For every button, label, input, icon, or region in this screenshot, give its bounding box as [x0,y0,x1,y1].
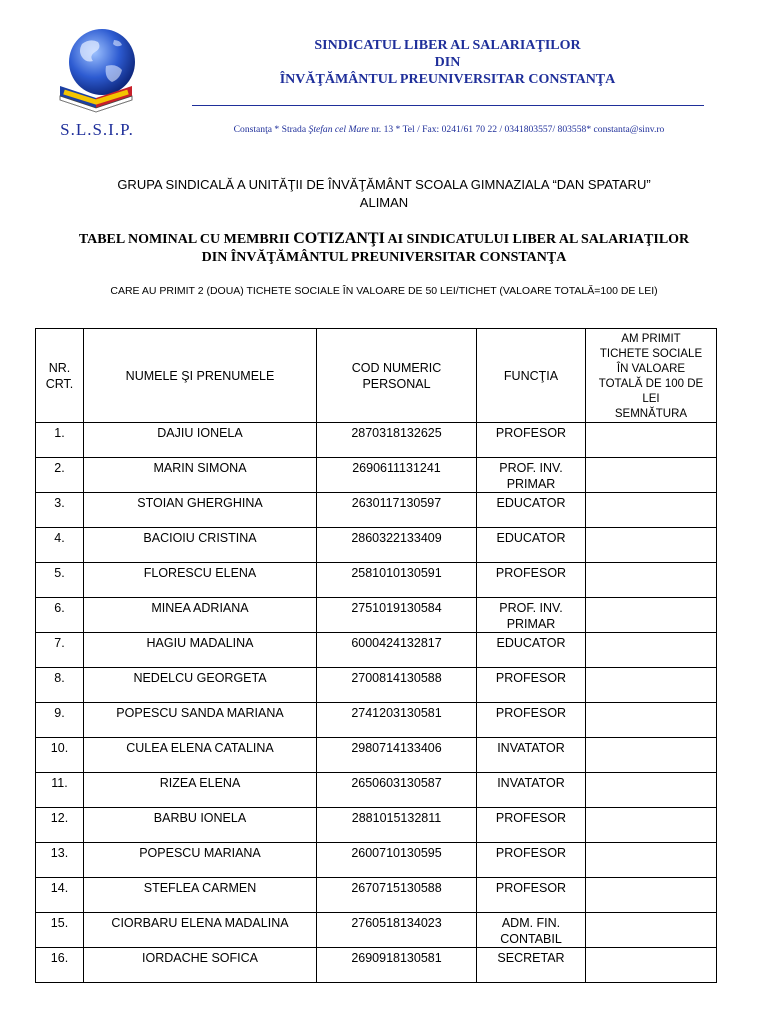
table-header-row [36,329,717,423]
cell-nr: 8. [36,668,84,703]
cell-function: PROF. INV. PRIMAR [477,598,586,633]
cell-name: HAGIU MADALINA [84,633,317,668]
cell-nr: 12. [36,808,84,843]
cell-signature [586,633,717,668]
cell-cnp: 2751019130584 [317,598,477,633]
contact-line [192,124,706,135]
table-row [36,598,717,633]
table-row [36,773,717,808]
title-emphasis: COTIZANŢI [293,230,385,247]
org-line-3: ÎNVĂŢĂMÂNTUL PREUNIVERSITAR CONSTANŢA [279,72,616,87]
group-line-2: ALIMAN [359,195,409,210]
cell-function: PROFESOR [477,668,586,703]
cell-name: CULEA ELENA CATALINA [84,738,317,773]
cell-nr: 6. [36,598,84,633]
cell-function: ADM. FIN. CONTABIL [477,913,586,948]
cell-name: STEFLEA CARMEN [84,878,317,913]
cell-name: CIORBARU ELENA MADALINA [84,913,317,948]
table-row [36,528,717,563]
cell-nr: 14. [36,878,84,913]
cell-cnp: 2881015132811 [317,808,477,843]
cell-cnp: 2650603130587 [317,773,477,808]
cell-nr: 4. [36,528,84,563]
table-row [36,633,717,668]
cell-signature [586,458,717,493]
cell-nr: 5. [36,563,84,598]
cell-cnp: 2670715130588 [317,878,477,913]
cell-nr: 3. [36,493,84,528]
table-row [36,948,717,983]
header-nr-line-2: CRT. [45,376,74,391]
org-line-1: SINDICATUL LIBER AL SALARIAŢILOR [314,38,581,53]
document-subtitle: CARE AU PRIMIT 2 (DOUA) TICHETE SOCIALE ÎN VALOARE DE 50 LEI/TICHET (VALOARE TOTALĂ=100 DE LEI) [110,285,658,297]
cell-nr: 2. [36,458,84,493]
cell-cnp: 2581010130591 [317,563,477,598]
table-row [36,458,717,493]
cell-signature [586,493,717,528]
cell-signature [586,703,717,738]
cell-name: NEDELCU GEORGETA [84,668,317,703]
cell-function: EDUCATOR [477,633,586,668]
cell-signature [586,598,717,633]
table-row [36,703,717,738]
table-row [36,738,717,773]
cell-function: PROFESOR [477,423,586,458]
cell-name: BARBU IONELA [84,808,317,843]
cell-cnp: 2690918130581 [317,948,477,983]
header-cnp [317,329,477,423]
cell-name: DAJIU IONELA [84,423,317,458]
cell-cnp: 2860322133409 [317,528,477,563]
cell-nr: 9. [36,703,84,738]
table-row [36,668,717,703]
cell-name: IORDACHE SOFICA [84,948,317,983]
header-sig-line-6: SEMNĂTURA [614,407,688,420]
cell-name: RIZEA ELENA [84,773,317,808]
table-row [36,913,717,948]
cell-function: PROFESOR [477,703,586,738]
title-line-1 [30,230,738,249]
cell-function: PROFESOR [477,843,586,878]
header-cnp-line-2: PERSONAL [362,376,431,391]
cell-signature [586,423,717,458]
cell-nr: 7. [36,633,84,668]
table-row [36,878,717,913]
cell-nr: 16. [36,948,84,983]
cell-function: INVATATOR [477,773,586,808]
header-sig-line-2: TICHETE SOCIALE [599,347,703,360]
header-signature [586,329,717,423]
contact-part-2: nr. 13 * Tel / Fax: 0241/61 70 22 / 0341803557/ 803558* constanta@sinv.ro [368,124,665,135]
cell-cnp: 2600710130595 [317,843,477,878]
title-part-1: TABEL NOMINAL CU MEMBRII [78,232,294,247]
cell-name: MARIN SIMONA [84,458,317,493]
cell-function: PROFESOR [477,878,586,913]
table-row [36,423,717,458]
cell-name: BACIOIU CRISTINA [84,528,317,563]
organization-name [190,37,705,88]
cell-function: INVATATOR [477,738,586,773]
cell-cnp: 2690611131241 [317,458,477,493]
cell-signature [586,563,717,598]
cell-nr: 15. [36,913,84,948]
cell-cnp: 6000424132817 [317,633,477,668]
cell-name: FLORESCU ELENA [84,563,317,598]
table-row [36,563,717,598]
header-divider [192,105,704,106]
cell-function: PROFESOR [477,563,586,598]
cell-signature [586,773,717,808]
org-line-2: DIN [434,55,461,70]
contact-part-1: Constanţa * Strada [233,124,309,135]
header-function: FUNCŢIA [477,329,586,423]
cell-function: PROF. INV. PRIMAR [477,458,586,493]
contact-street: Ştefan cel Mare [308,124,369,135]
cell-signature [586,668,717,703]
cell-signature [586,528,717,563]
cell-nr: 1. [36,423,84,458]
title-part-2: AI SINDICATULUI LIBER AL SALARIAŢILOR [384,232,690,247]
cell-name: POPESCU MARIANA [84,843,317,878]
cell-signature [586,808,717,843]
document-title [30,230,738,267]
cell-signature [586,738,717,773]
header-nr-line-1: NR. [48,360,71,375]
header-sig-line-4: TOTALĂ DE 100 DE [598,377,704,390]
cell-signature [586,878,717,913]
title-line-2: DIN ÎNVĂŢĂMÂNTUL PREUNIVERSITAR CONSTANŢA [201,250,567,265]
cell-function: EDUCATOR [477,493,586,528]
cell-function: EDUCATOR [477,528,586,563]
cell-signature [586,948,717,983]
cell-cnp: 2700814130588 [317,668,477,703]
cell-cnp: 2630117130597 [317,493,477,528]
group-line-1: GRUPA SINDICALĂ A UNITĂŢII DE ÎNVĂŢĂMÂNT SCOALA GIMNAZIALA “DAN SPATARU” [117,177,651,192]
cell-cnp: 2741203130581 [317,703,477,738]
cell-cnp: 2980714133406 [317,738,477,773]
table-row [36,808,717,843]
table-row [36,493,717,528]
union-group-name [40,176,728,212]
cell-nr: 13. [36,843,84,878]
header-cnp-line-1: COD NUMERIC [351,360,442,375]
cell-name: STOIAN GHERGHINA [84,493,317,528]
header-sig-line-3: ÎN VALOARE [616,362,686,375]
cell-cnp: 2870318132625 [317,423,477,458]
cell-cnp: 2760518134023 [317,913,477,948]
header-sig-line-5: LEI [642,392,660,405]
cell-nr: 10. [36,738,84,773]
logo-text: S.L.S.I.P. [60,120,134,139]
header-nr [36,329,84,423]
cell-signature [586,913,717,948]
member-table [35,328,717,983]
cell-signature [586,843,717,878]
header-sig-line-1: AM PRIMIT [621,332,681,345]
cell-name: MINEA ADRIANA [84,598,317,633]
cell-nr: 11. [36,773,84,808]
cell-name: POPESCU SANDA MARIANA [84,703,317,738]
cell-function: SECRETAR [477,948,586,983]
cell-function: PROFESOR [477,808,586,843]
table-row [36,843,717,878]
header-name: NUMELE ŞI PRENUMELE [84,329,317,423]
